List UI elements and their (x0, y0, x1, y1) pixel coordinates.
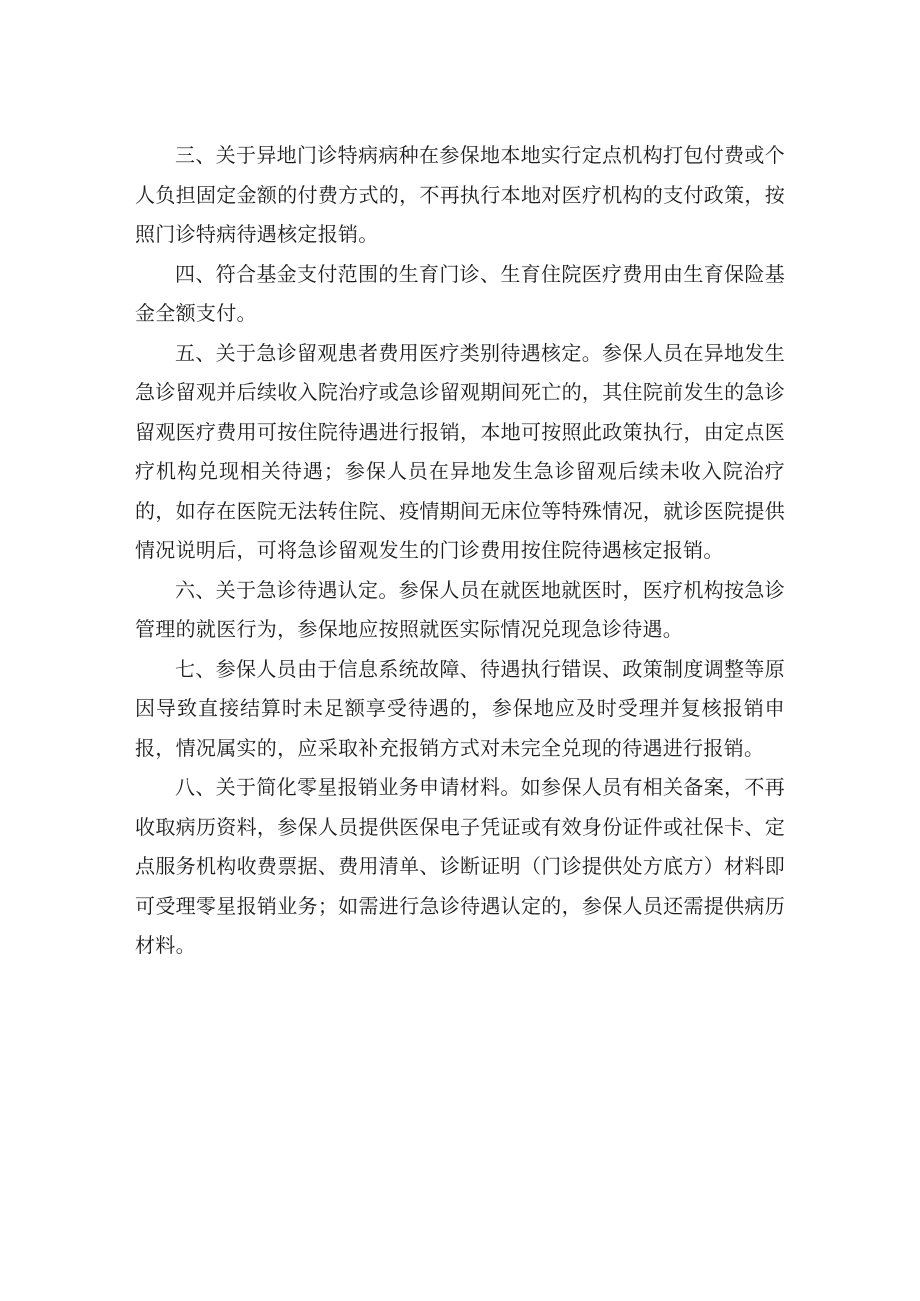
paragraph-3: 三、关于异地门诊特病病种在参保地本地实行定点机构打包付费或个人负担固定金额的付费方式的，不再执行本地对医疗机构的支付政策，按照门诊特病待遇核定报销。 (135, 143, 785, 246)
paragraph-4: 四、符合基金支付范围的生育门诊、生育住院医疗费用由生育保险基金全额支付。 (135, 261, 785, 325)
paragraph-6: 六、关于急诊待遇认定。参保人员在就医地就医时，医疗机构按急诊管理的就医行为，参保地应按照就医实际情况兑现急诊待遇。 (135, 577, 785, 641)
paragraph-8: 八、关于简化零星报销业务申请材料。如参保人员有相关备案，不再收取病历资料，参保人员提供医保电子凭证或有效身份证件或社保卡、定点服务机构收费票据、费用清单、诊断证明（门诊提供处方底方）材料即可受理零星报销业务；如需进行急诊待遇认定的，参保人员还需提供病历材料。 (135, 775, 785, 957)
paragraph-7: 七、参保人员由于信息系统故障、待遇执行错误、政策制度调整等原因导致直接结算时未足额享受待遇的，参保地应及时受理并复核报销申报，情况属实的，应采取补充报销方式对未完全兑现的待遇进行报销。 (135, 656, 785, 760)
paragraph-5: 五、关于急诊留观患者费用医疗类别待遇核定。参保人员在异地发生急诊留观并后续收入院治疗或急诊留观期间死亡的，其住院前发生的急诊留观医疗费用可按住院待遇进行报销，本地可按照此政策执行，由定点医疗机构兑现相关待遇；参保人员在异地发生急诊留观后续未收入院治疗的，如存在医院无法转住院、疫情期间无床位等特殊情况，就诊医院提供情况说明后，可将急诊留观发生的门诊费用按住院待遇核定报销。 (135, 340, 785, 562)
document-body (135, 136, 785, 966)
